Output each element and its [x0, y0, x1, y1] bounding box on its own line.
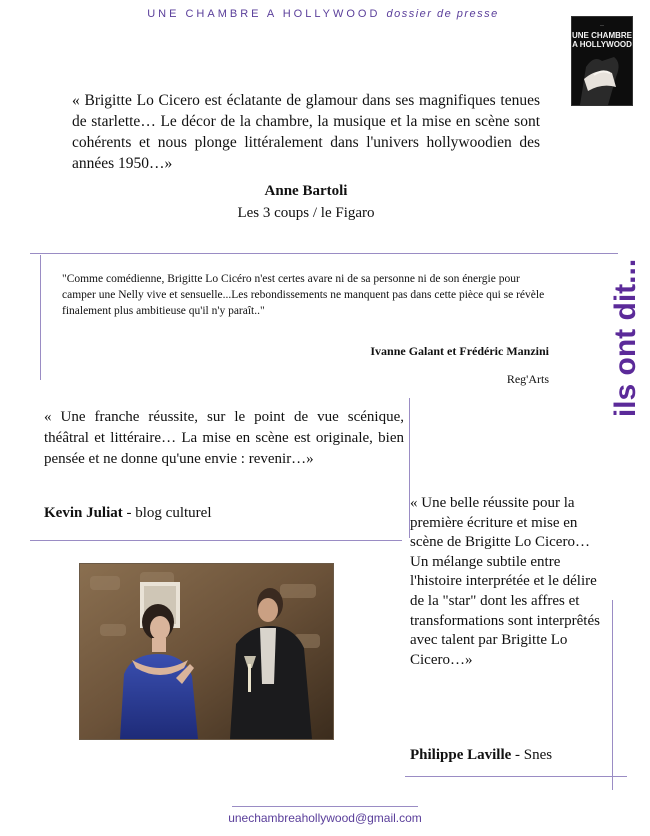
review-source-3: - blog culturel	[122, 505, 212, 521]
review-author-2: Ivanne Galant et Frédéric Manzini	[370, 344, 549, 358]
header-title-text: UNE CHAMBRE A HOLLYWOOD	[147, 8, 381, 20]
review-source-1: Les 3 coups / le Figaro	[237, 205, 375, 221]
review-quote-3: « Une franche réussite, sur le point de vue scénique, théâtral et littéraire… La mise en scène est originale, bien pensée et ne donne qu'une envie : revenir…»	[44, 409, 404, 467]
review-author-1: Anne Bartoli	[264, 183, 348, 199]
review-quote-2: "Comme comédienne, Brigitte Lo Cicéro n'est certes avare ni de sa personne ni de son énergie pour camper une Nelly vive et sensuelle...Les rebondissements ne manquent pas dans cette pièce qui se révèle finalement plus ambitieuse qu'il n'y paraît.."	[62, 273, 545, 317]
review-author-4: Philippe Laville	[410, 747, 512, 763]
header-title	[88, 8, 558, 20]
production-photo	[79, 563, 334, 740]
divider-right-vertical	[612, 600, 613, 790]
production-photo-art	[80, 564, 333, 739]
side-title	[603, 238, 649, 438]
divider-bottom	[405, 776, 627, 777]
review-quote-1: « Brigitte Lo Cicero est éclatante de glamour dans ses magnifiques tenues de starlette… Le décor de la chambre, la musique et la mise en scène sont cohérents et nous plonge littéralement dans l'univers hollywoodien des années 1950…»	[72, 92, 540, 172]
divider-middle	[30, 540, 402, 541]
review-quote-4: « Une belle réussite pour la première écriture et mise en scène de Brigitte Lo Cicero… Un mélange subtile entre l'histoire interprétée et le délire de la "star" dont les affres et transformations sont interprêtés avec talent par Brigitte Lo Cicero…»	[410, 495, 600, 668]
review-attribution-3	[44, 505, 404, 522]
review-source-4: - Snes	[511, 747, 553, 763]
poster-label: ―	[600, 22, 604, 27]
footer-rule	[232, 806, 418, 807]
footer-email[interactable]: unechambreahollywood@gmail.com	[228, 811, 422, 825]
header-subtitle: dossier de presse	[386, 8, 499, 20]
review-source-2: Reg'Arts	[506, 372, 549, 386]
poster-title: UNE CHAMBRE A HOLLYWOOD	[572, 31, 632, 49]
divider-top	[30, 253, 618, 254]
divider-left-vertical	[40, 255, 41, 380]
poster-thumbnail	[571, 16, 633, 106]
side-title-text: ils ont dit...	[609, 258, 642, 418]
review-author-3: Kevin Juliat	[44, 505, 123, 521]
review-attribution-4	[410, 747, 625, 764]
